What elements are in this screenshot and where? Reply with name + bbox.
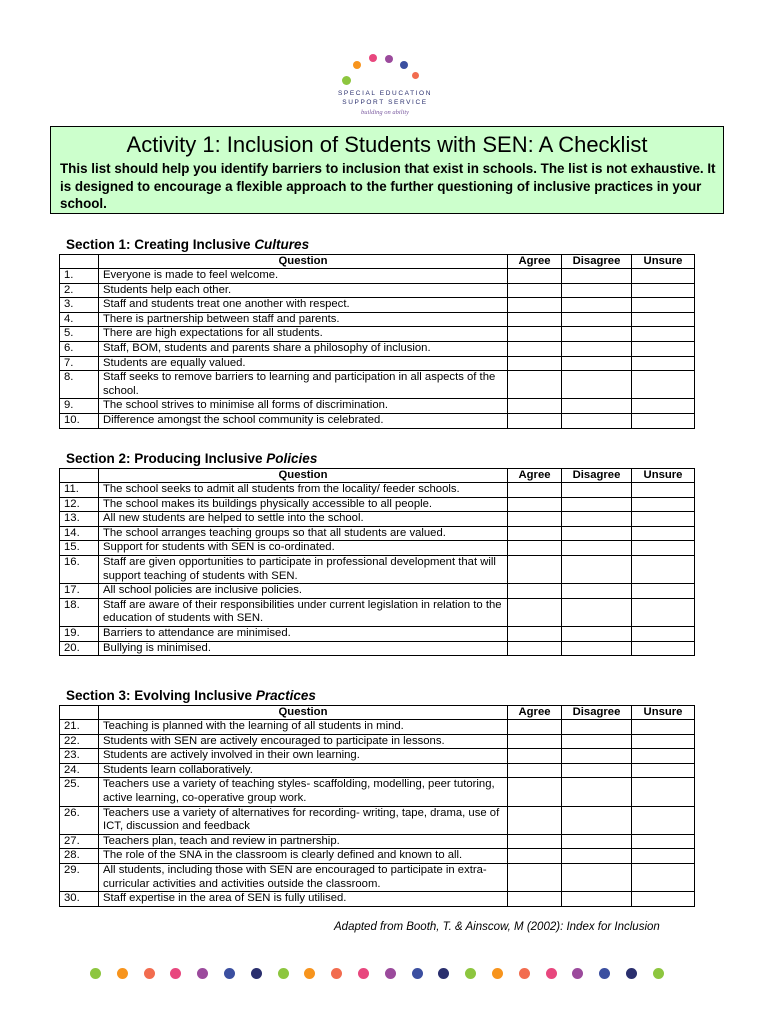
footer-dot [90, 968, 101, 979]
item-question: Students are equally valued. [99, 356, 508, 371]
item-question: Students help each other. [99, 283, 508, 298]
disagree-cell[interactable] [562, 778, 632, 806]
footer-dot [170, 968, 181, 979]
item-number: 28. [60, 849, 99, 864]
section-2-title [66, 451, 317, 466]
table-row [60, 269, 695, 284]
header-number [60, 706, 99, 720]
disagree-cell[interactable] [562, 512, 632, 527]
item-number: 6. [60, 341, 99, 356]
item-number: 1. [60, 269, 99, 284]
item-question: Teachers use a variety of teaching styles- scaffolding, modelling, peer tutoring, active learning, co-operative group work. [99, 778, 508, 806]
section-1-title-prefix: Section 1: Creating Inclusive [66, 237, 255, 252]
item-question: Students with SEN are actively encouraged to participate in lessons. [99, 734, 508, 749]
table-row [60, 734, 695, 749]
item-question: The school seeks to admit all students from the locality/ feeder schools. [99, 483, 508, 498]
header-disagree: Disagree [562, 706, 632, 720]
agree-cell[interactable] [508, 806, 562, 834]
unsure-cell[interactable] [632, 749, 695, 764]
table-row [60, 763, 695, 778]
table-row [60, 341, 695, 356]
disagree-cell[interactable] [562, 312, 632, 327]
disagree-cell[interactable] [562, 734, 632, 749]
section-3-table [59, 705, 695, 907]
disagree-cell[interactable] [562, 341, 632, 356]
item-number: 10. [60, 413, 99, 428]
logo-name-line1: SPECIAL EDUCATION [337, 90, 433, 97]
item-number: 20. [60, 641, 99, 656]
disagree-cell[interactable] [562, 863, 632, 891]
unsure-cell[interactable] [632, 371, 695, 399]
item-question: Staff and students treat one another with respect. [99, 298, 508, 313]
table-row [60, 641, 695, 656]
logo-dot [400, 61, 408, 69]
footer-dot [412, 968, 423, 979]
disagree-cell[interactable] [562, 298, 632, 313]
unsure-cell[interactable] [632, 399, 695, 414]
item-question: There are high expectations for all students. [99, 327, 508, 342]
footer-dot [546, 968, 557, 979]
disagree-cell[interactable] [562, 720, 632, 735]
footer-dot-row [90, 968, 680, 980]
sess-logo [322, 50, 448, 122]
table-row [60, 584, 695, 599]
unsure-cell[interactable] [632, 626, 695, 641]
table-row [60, 512, 695, 527]
logo-dot [412, 72, 419, 79]
table-row [60, 298, 695, 313]
logo-tagline: building on ability [360, 109, 410, 116]
item-question: The school strives to minimise all forms of discrimination. [99, 399, 508, 414]
disagree-cell[interactable] [562, 371, 632, 399]
table-row [60, 327, 695, 342]
item-number: 9. [60, 399, 99, 414]
header-number [60, 255, 99, 269]
section-3-title [66, 688, 316, 703]
disagree-cell[interactable] [562, 626, 632, 641]
disagree-cell[interactable] [562, 541, 632, 556]
agree-cell[interactable] [508, 526, 562, 541]
table-row [60, 312, 695, 327]
logo-dot [385, 55, 393, 63]
agree-cell[interactable] [508, 720, 562, 735]
agree-cell[interactable] [508, 626, 562, 641]
footer-dot [626, 968, 637, 979]
source-citation: Adapted from Booth, T. & Ainscow, M (2002): Index for Inclusion [334, 921, 660, 933]
footer-dot [519, 968, 530, 979]
table-header-row [60, 469, 695, 483]
disagree-cell[interactable] [562, 598, 632, 626]
disagree-cell[interactable] [562, 555, 632, 583]
table-row [60, 720, 695, 735]
unsure-cell[interactable] [632, 806, 695, 834]
logo-dot [353, 61, 361, 69]
table-row [60, 283, 695, 298]
unsure-cell[interactable] [632, 526, 695, 541]
unsure-cell[interactable] [632, 849, 695, 864]
item-number: 5. [60, 327, 99, 342]
unsure-cell[interactable] [632, 497, 695, 512]
footer-dot [572, 968, 583, 979]
agree-cell[interactable] [508, 312, 562, 327]
item-number: 29. [60, 863, 99, 891]
table-row [60, 497, 695, 512]
footer-dot [197, 968, 208, 979]
disagree-cell[interactable] [562, 584, 632, 599]
footer-dot [117, 968, 128, 979]
disagree-cell[interactable] [562, 763, 632, 778]
item-number: 17. [60, 584, 99, 599]
disagree-cell[interactable] [562, 806, 632, 834]
table-row [60, 483, 695, 498]
item-question: Teachers use a variety of alternatives for recording- writing, tape, drama, use of ICT, discussion and feedback [99, 806, 508, 834]
agree-cell[interactable] [508, 749, 562, 764]
agree-cell[interactable] [508, 778, 562, 806]
intro-text: This list should help you identify barriers to inclusion that exist in schools. The list is not exhaustive. It is designed to encourage a flexible approach to the further questioning of inclusive practices in your school. [60, 161, 716, 211]
agree-cell[interactable] [508, 892, 562, 907]
item-question: Teaching is planned with the learning of all students in mind. [99, 720, 508, 735]
table-row [60, 413, 695, 428]
item-number: 21. [60, 720, 99, 735]
item-number: 11. [60, 483, 99, 498]
disagree-cell[interactable] [562, 327, 632, 342]
agree-cell[interactable] [508, 598, 562, 626]
table-row [60, 806, 695, 834]
table-row [60, 541, 695, 556]
header-agree: Agree [508, 706, 562, 720]
table-header-row [60, 706, 695, 720]
header-number [60, 469, 99, 483]
disagree-cell[interactable] [562, 834, 632, 849]
table-row [60, 371, 695, 399]
footer-dot [331, 968, 342, 979]
footer-dot [224, 968, 235, 979]
agree-cell[interactable] [508, 763, 562, 778]
header-disagree: Disagree [562, 469, 632, 483]
footer-dot [304, 968, 315, 979]
unsure-cell[interactable] [632, 512, 695, 527]
unsure-cell[interactable] [632, 778, 695, 806]
footer-dot [492, 968, 503, 979]
item-question: All school policies are inclusive policies. [99, 584, 508, 599]
disagree-cell[interactable] [562, 526, 632, 541]
agree-cell[interactable] [508, 327, 562, 342]
agree-cell[interactable] [508, 584, 562, 599]
table-row [60, 555, 695, 583]
disagree-cell[interactable] [562, 641, 632, 656]
logo-dot [342, 76, 351, 85]
header-agree: Agree [508, 469, 562, 483]
footer-dot [653, 968, 664, 979]
table-row [60, 399, 695, 414]
table-row [60, 892, 695, 907]
footer-dot [465, 968, 476, 979]
section-3-title-emphasis: Practices [255, 688, 316, 703]
section-2-title-prefix: Section 2: Producing Inclusive [66, 451, 267, 466]
header-unsure: Unsure [632, 255, 695, 269]
item-number: 13. [60, 512, 99, 527]
header-unsure: Unsure [632, 469, 695, 483]
agree-cell[interactable] [508, 341, 562, 356]
section-3-title-prefix: Section 3: Evolving Inclusive [66, 688, 256, 703]
item-number: 7. [60, 356, 99, 371]
item-question: There is partnership between staff and parents. [99, 312, 508, 327]
header-disagree: Disagree [562, 255, 632, 269]
footer-dot [438, 968, 449, 979]
section-1-table [59, 254, 695, 429]
item-number: 18. [60, 598, 99, 626]
disagree-cell[interactable] [562, 413, 632, 428]
item-number: 23. [60, 749, 99, 764]
agree-cell[interactable] [508, 497, 562, 512]
item-question: All new students are helped to settle into the school. [99, 512, 508, 527]
table-header-row [60, 255, 695, 269]
footer-dot [278, 968, 289, 979]
agree-cell[interactable] [508, 298, 562, 313]
item-number: 27. [60, 834, 99, 849]
footer-dot [251, 968, 262, 979]
unsure-cell[interactable] [632, 892, 695, 907]
agree-cell[interactable] [508, 399, 562, 414]
agree-cell[interactable] [508, 269, 562, 284]
unsure-cell[interactable] [632, 283, 695, 298]
header-question: Question [99, 706, 508, 720]
page-title: Activity 1: Inclusion of Students with SEN: A Checklist [126, 132, 648, 157]
item-number: 30. [60, 892, 99, 907]
item-question: The school makes its buildings physically accessible to all people. [99, 497, 508, 512]
disagree-cell[interactable] [562, 399, 632, 414]
unsure-cell[interactable] [632, 413, 695, 428]
unsure-cell[interactable] [632, 269, 695, 284]
section-2-title-emphasis: Policies [266, 451, 318, 466]
unsure-cell[interactable] [632, 483, 695, 498]
table-row [60, 834, 695, 849]
table-row [60, 749, 695, 764]
header-unsure: Unsure [632, 706, 695, 720]
agree-cell[interactable] [508, 863, 562, 891]
item-question: Teachers plan, teach and review in partnership. [99, 834, 508, 849]
item-question: All students, including those with SEN are encouraged to participate in extra-curricular activities and activities outside the classroom. [99, 863, 508, 891]
agree-cell[interactable] [508, 734, 562, 749]
logo-name-line2: SUPPORT SERVICE [342, 98, 428, 106]
agree-cell[interactable] [508, 834, 562, 849]
unsure-cell[interactable] [632, 327, 695, 342]
item-number: 22. [60, 734, 99, 749]
unsure-cell[interactable] [632, 720, 695, 735]
footer-dot [144, 968, 155, 979]
item-number: 4. [60, 312, 99, 327]
item-question: Staff seeks to remove barriers to learning and participation in all aspects of the school. [99, 371, 508, 399]
item-question: Staff expertise in the area of SEN is fully utilised. [99, 892, 508, 907]
item-question: Bullying is minimised. [99, 641, 508, 656]
agree-cell[interactable] [508, 356, 562, 371]
item-number: 2. [60, 283, 99, 298]
unsure-cell[interactable] [632, 734, 695, 749]
unsure-cell[interactable] [632, 555, 695, 583]
table-row [60, 598, 695, 626]
unsure-cell[interactable] [632, 584, 695, 599]
agree-cell[interactable] [508, 413, 562, 428]
table-row [60, 849, 695, 864]
unsure-cell[interactable] [632, 763, 695, 778]
disagree-cell[interactable] [562, 749, 632, 764]
item-number: 3. [60, 298, 99, 313]
item-number: 8. [60, 371, 99, 399]
item-question: Students learn collaboratively. [99, 763, 508, 778]
disagree-cell[interactable] [562, 849, 632, 864]
item-question: Difference amongst the school community is celebrated. [99, 413, 508, 428]
agree-cell[interactable] [508, 541, 562, 556]
item-number: 24. [60, 763, 99, 778]
item-number: 16. [60, 555, 99, 583]
section-1-title-emphasis: Cultures [254, 237, 310, 252]
section-2-table [59, 468, 695, 656]
item-number: 26. [60, 806, 99, 834]
disagree-cell[interactable] [562, 269, 632, 284]
unsure-cell[interactable] [632, 312, 695, 327]
table-row [60, 626, 695, 641]
unsure-cell[interactable] [632, 298, 695, 313]
agree-cell[interactable] [508, 512, 562, 527]
item-number: 14. [60, 526, 99, 541]
disagree-cell[interactable] [562, 483, 632, 498]
item-question: Students are actively involved in their own learning. [99, 749, 508, 764]
unsure-cell[interactable] [632, 641, 695, 656]
table-row [60, 526, 695, 541]
agree-cell[interactable] [508, 849, 562, 864]
item-number: 25. [60, 778, 99, 806]
unsure-cell[interactable] [632, 598, 695, 626]
disagree-cell[interactable] [562, 892, 632, 907]
table-row [60, 356, 695, 371]
item-question: Staff are aware of their responsibilities under current legislation in relation to the education of students with SEN. [99, 598, 508, 626]
agree-cell[interactable] [508, 283, 562, 298]
table-row [60, 778, 695, 806]
table-row [60, 863, 695, 891]
agree-cell[interactable] [508, 483, 562, 498]
item-question: Staff are given opportunities to participate in professional development that will support teaching of students with SEN. [99, 555, 508, 583]
unsure-cell[interactable] [632, 863, 695, 891]
item-number: 12. [60, 497, 99, 512]
header-question: Question [99, 255, 508, 269]
logo-dot-cluster [322, 50, 448, 90]
section-1-title [66, 237, 309, 252]
item-question: Staff, BOM, students and parents share a philosophy of inclusion. [99, 341, 508, 356]
header-agree: Agree [508, 255, 562, 269]
item-question: Everyone is made to feel welcome. [99, 269, 508, 284]
agree-cell[interactable] [508, 555, 562, 583]
title-box [50, 126, 724, 214]
item-number: 19. [60, 626, 99, 641]
unsure-cell[interactable] [632, 834, 695, 849]
item-question: The school arranges teaching groups so that all students are valued. [99, 526, 508, 541]
footer-dot [358, 968, 369, 979]
disagree-cell[interactable] [562, 283, 632, 298]
logo-dot [369, 54, 377, 62]
footer-dot [385, 968, 396, 979]
unsure-cell[interactable] [632, 541, 695, 556]
agree-cell[interactable] [508, 641, 562, 656]
item-question: Barriers to attendance are minimised. [99, 626, 508, 641]
header-question: Question [99, 469, 508, 483]
logo-name [328, 90, 442, 107]
item-number: 15. [60, 541, 99, 556]
disagree-cell[interactable] [562, 356, 632, 371]
item-question: Support for students with SEN is co-ordinated. [99, 541, 508, 556]
agree-cell[interactable] [508, 371, 562, 399]
unsure-cell[interactable] [632, 356, 695, 371]
footer-dot [599, 968, 610, 979]
disagree-cell[interactable] [562, 497, 632, 512]
unsure-cell[interactable] [632, 341, 695, 356]
item-question: The role of the SNA in the classroom is clearly defined and known to all. [99, 849, 508, 864]
